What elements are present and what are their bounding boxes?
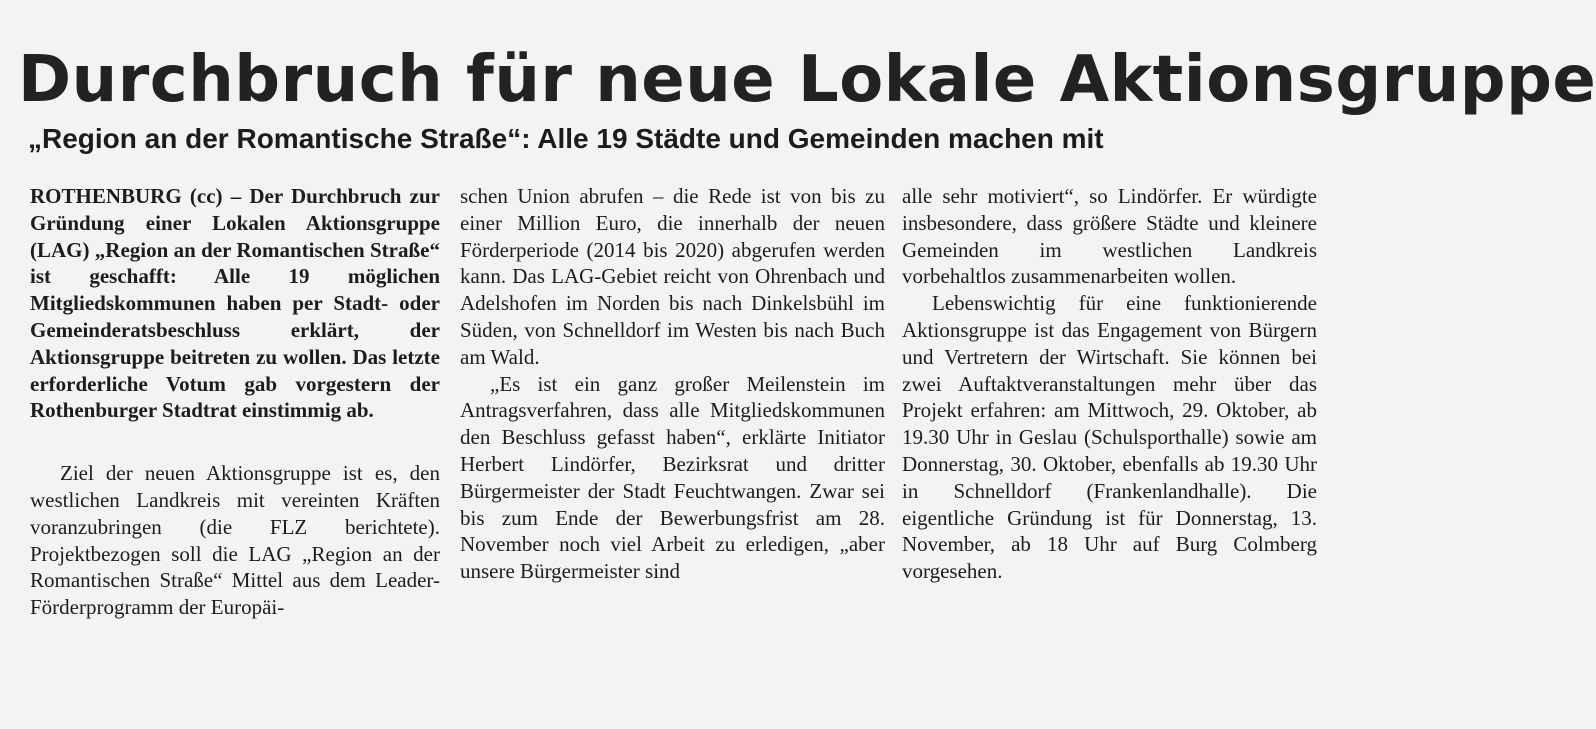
body-paragraph: „Es ist ein ganz großer Meilenstein im Antragsverfahren, dass alle Mitgliedskommunen den Beschluss gefasst haben“, erklärte Initiator Herbert Lindörfer, Bezirksrat und dritter Bürgermeister der Stadt Feuchtwangen. Zwar sei bis zum Ende der Bewerbungsfrist am 28. November noch viel Arbeit zu erledigen, „aber unsere Bürgermeister sind	[460, 371, 885, 584]
column-2	[460, 183, 885, 585]
lead-paragraph: ROTHENBURG (cc) – Der Durchbruch zur Gründung einer Lokalen Aktionsgruppe (LAG) „Region an der Romantischen Straße“ ist geschafft: Alle 19 möglichen Mitgliedskommunen haben per Stadt- oder Gemeinderatsbeschluss erklärt, der Aktionsgruppe beitreten zu wollen. Das letzte erforderliche Votum gab vorgestern der Rothenburger Stadtrat einstimmig ab.	[30, 184, 440, 423]
subheadline: „Region an der Romantische Straße“: Alle 19 Städte und Gemeinden machen mit	[28, 123, 1104, 154]
headline: Durchbruch für neue Lokale Aktionsgruppe	[18, 43, 1596, 117]
body-paragraph-continued: schen Union abrufen – die Rede ist von bis zu einer Million Euro, die innerhalb der neuen Förderperiode (2014 bis 2020) abgerufen werden kann. Das LAG-Gebiet reicht von Ohrenbach und Adelshofen im Norden bis nach Dinkelsbühl im Süden, von Schnelldorf im Westen bis nach Buch am Wald.	[460, 184, 885, 369]
body-paragraph-continued: alle sehr motiviert“, so Lindörfer. Er würdigte insbesondere, dass größere Städte und kleinere Gemeinden im westlichen Landkreis vorbehaltlos zusammenarbeiten wollen.	[902, 184, 1317, 289]
column-3	[902, 183, 1317, 585]
body-paragraph: Lebenswichtig für eine funktionierende Aktionsgruppe ist das Engagement von Bürgern und Vertretern der Wirtschaft. Sie können bei zwei Auftaktveranstaltungen mehr über das Projekt erfahren: am Mittwoch, 29. Oktober, ab 19.30 Uhr in Geslau (Schulsporthalle) sowie am Donnerstag, 30. Oktober, ebenfalls ab 19.30 Uhr in Schnelldorf (Frankenlandhalle). Die eigentliche Gründung ist für Donnerstag, 13. November, ab 18 Uhr auf Burg Colmberg vorgesehen.	[902, 291, 1317, 584]
body-paragraph: Ziel der neuen Aktionsgruppe ist es, den westlichen Landkreis mit vereinten Kräften voranzubringen (die FLZ berichtete). Projektbezogen soll die LAG „Region an der Romantischen Straße“ Mittel aus dem Leader-Förderprogramm der Europäi-	[30, 461, 440, 620]
paragraph-gap	[30, 424, 440, 460]
column-1	[30, 183, 440, 621]
